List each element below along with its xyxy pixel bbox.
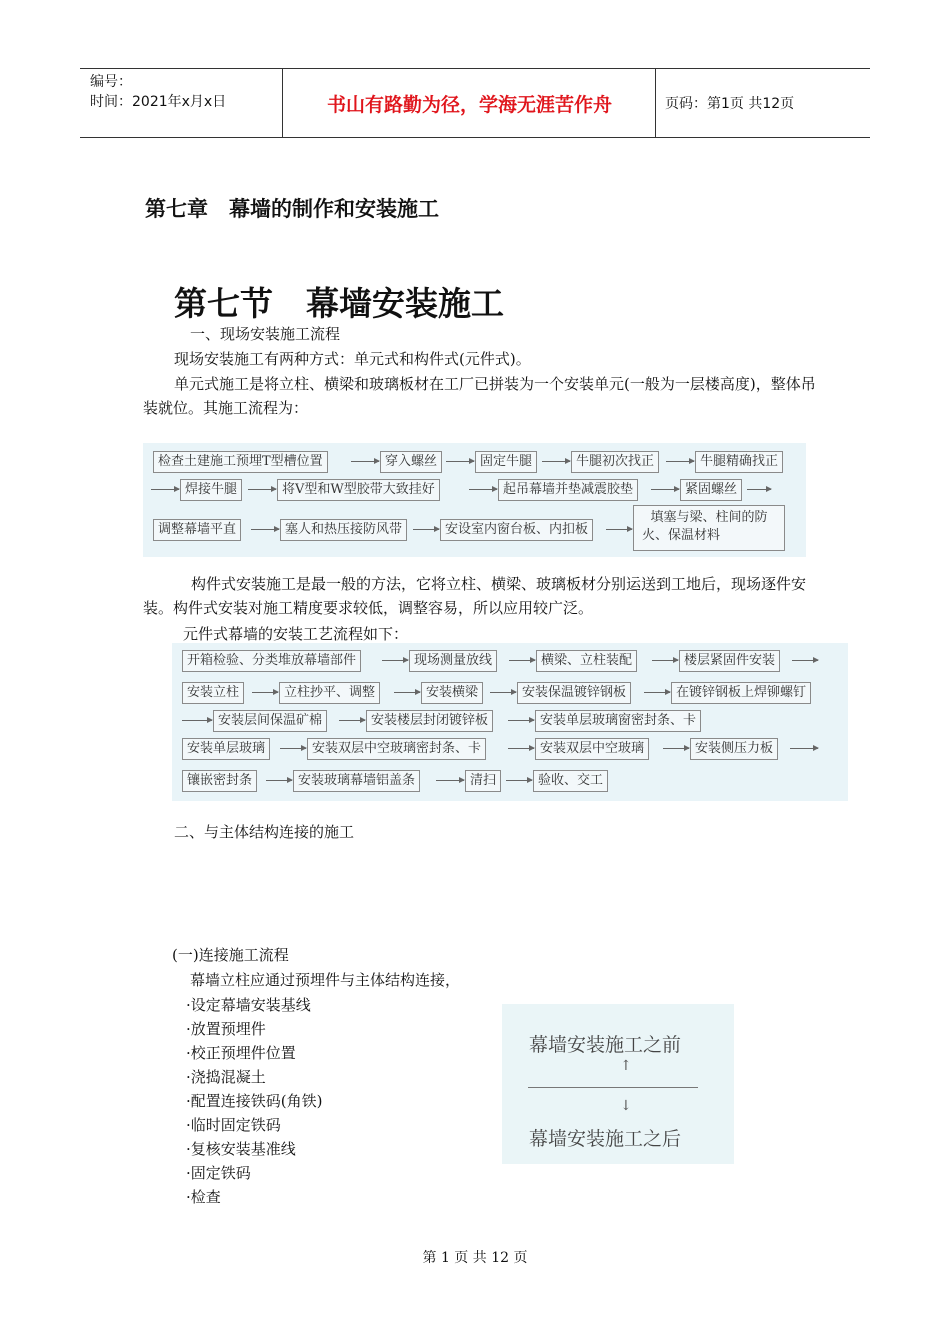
flow-step: 牛腿精确找正 — [695, 451, 783, 473]
flow-step: 清扫 — [465, 770, 501, 792]
arrow-icon — [652, 660, 678, 661]
flow-step: 安装立柱 — [182, 682, 244, 704]
arrow-icon — [508, 748, 534, 749]
arrow-icon — [436, 780, 464, 781]
flow-step: 塞人和热压接防风带 — [280, 519, 407, 541]
arrow-icon — [506, 780, 532, 781]
before-label: 幕墙安装施工之前 — [529, 1034, 682, 1056]
paragraph: 现场安装施工有两种方式：单元式和构件式(元件式)。 — [174, 350, 531, 368]
after-label: 幕墙安装施工之后 — [529, 1128, 682, 1150]
flow-step — [633, 505, 785, 551]
number-label: 编号： — [90, 74, 132, 90]
heading-2: 二、与主体结构连接的施工 — [174, 823, 355, 841]
arrow-icon — [790, 748, 818, 749]
arrow-icon — [446, 461, 474, 462]
before-after-diagram — [502, 1004, 734, 1164]
arrow-icon — [792, 660, 818, 661]
flow-step: 镶嵌密封条 — [182, 770, 257, 792]
flow-step: 安装横梁 — [421, 682, 483, 704]
flow-step: 将V型和W型胶带大致挂好 — [277, 479, 440, 501]
arrow-down-icon: ↓ — [620, 1098, 632, 1114]
step-list — [186, 993, 322, 1209]
arrow-icon — [351, 461, 379, 462]
flow-step: 安装双层中空玻璃密封条、卡 — [307, 738, 486, 760]
paragraph: 构件式安装施工是最一般的方法，它将立柱、横梁、玻璃板材分别运送到工地后，现场逐件安装。构件式安装对施工精度要求较低，调整容易，所以应用较广泛。 — [143, 575, 807, 617]
list-item: ·复核安装基准线 — [186, 1140, 296, 1158]
flow-step: 安装双层中空玻璃 — [535, 738, 649, 760]
flow-step: 立柱抄平、调整 — [279, 682, 380, 704]
list-item: ·检查 — [186, 1188, 221, 1206]
arrow-icon — [252, 692, 278, 693]
arrow-icon — [666, 461, 694, 462]
unit-flow-chart — [143, 443, 806, 557]
flow-step: 楼层紧固件安装 — [679, 650, 780, 672]
flow-step: 开箱检验、分类堆放幕墙部件 — [182, 650, 361, 672]
chapter-title: 第七章 幕墙的制作和安装施工 — [145, 197, 439, 221]
arrow-icon — [394, 692, 420, 693]
arrow-icon — [651, 489, 679, 490]
list-item: ·固定铁码 — [186, 1164, 251, 1182]
page-header — [80, 68, 870, 138]
flow-step: 安装玻璃幕墙铝盖条 — [293, 770, 420, 792]
list-item: ·放置预埋件 — [186, 1020, 266, 1038]
time-label: 时间：2021年x月x日 — [90, 94, 227, 110]
list-item: ·浇捣混凝土 — [186, 1068, 266, 1086]
flow-step: 验收、交工 — [533, 770, 608, 792]
arrow-icon — [280, 748, 306, 749]
subheading: (一)连接施工流程 — [172, 946, 289, 964]
flow-step: 穿入螺丝 — [380, 451, 442, 473]
flow-step: 安设室内窗台板、内扣板 — [440, 519, 593, 541]
flow-step: 安装单层玻璃 — [182, 738, 270, 760]
list-item: ·校正预埋件位置 — [186, 1044, 296, 1062]
arrow-icon — [509, 660, 535, 661]
flow-step: 起吊幕墙并垫减震胶垫 — [498, 479, 638, 501]
paragraph: 元件式幕墙的安装工艺流程如下： — [183, 625, 409, 643]
divider-line — [528, 1087, 698, 1088]
flow-step: 固定牛腿 — [475, 451, 537, 473]
list-item: ·临时固定铁码 — [186, 1116, 281, 1134]
page-footer: 第 1 页 共 12 页 — [422, 1250, 528, 1266]
flow-step: 牛腿初次找正 — [571, 451, 659, 473]
arrow-up-icon: ↑ — [620, 1058, 632, 1074]
arrow-icon — [151, 489, 179, 490]
flow-step-line: 填塞与梁、柱间的防 — [650, 510, 768, 525]
arrow-icon — [542, 461, 570, 462]
flow-step: 现场测量放线 — [409, 650, 497, 672]
arrow-icon — [251, 529, 279, 530]
arrow-icon — [248, 489, 276, 490]
flow-step: 紧固螺丝 — [680, 479, 742, 501]
page-info: 页码：第1页 共12页 — [665, 96, 795, 112]
arrow-icon — [469, 489, 497, 490]
arrow-icon — [413, 529, 439, 530]
flow-step: 安装层间保温矿棉 — [213, 710, 327, 732]
arrow-icon — [508, 720, 534, 721]
component-flow-chart — [172, 643, 848, 801]
header-meta — [90, 72, 226, 112]
arrow-icon — [663, 748, 689, 749]
arrow-icon — [382, 660, 408, 661]
flow-step: 安装单层玻璃窗密封条、卡 — [535, 710, 701, 732]
header-motto: 书山有路勤为径，学海无涯苦作舟 — [326, 93, 612, 116]
arrow-icon — [644, 692, 670, 693]
flow-step: 焊接牛腿 — [180, 479, 242, 501]
list-item: ·设定幕墙安装基线 — [186, 996, 311, 1014]
arrow-icon — [182, 720, 212, 721]
paragraph: 单元式施工是将立柱、横梁和玻璃板材在工厂已拼装为一个安装单元(一般为一层楼高度)，整体吊装就位。其施工流程为： — [143, 375, 816, 417]
heading-1: 一、现场安装施工流程 — [190, 325, 341, 343]
flow-step: 在镀锌钢板上焊铆螺钉 — [671, 682, 811, 704]
arrow-icon — [747, 489, 771, 490]
flow-step: 安装楼层封闭镀锌板 — [366, 710, 493, 732]
arrow-icon — [339, 720, 365, 721]
flow-step: 调整幕墙平直 — [153, 519, 241, 541]
flow-step: 横梁、立柱装配 — [536, 650, 637, 672]
flow-step: 安装侧压力板 — [690, 738, 778, 760]
arrow-icon — [490, 692, 516, 693]
paragraph: 幕墙立柱应通过预埋件与主体结构连接， — [190, 971, 461, 989]
flow-step: 安装保温镀锌钢板 — [517, 682, 631, 704]
flow-step: 检查土建施工预埋T型槽位置 — [153, 451, 328, 473]
arrow-icon — [266, 780, 292, 781]
list-item: ·配置连接铁码(角铁) — [186, 1092, 323, 1110]
arrow-icon — [606, 529, 632, 530]
flow-step-line: 火、保温材料 — [642, 528, 721, 543]
section-title: 第七节 幕墙安装施工 — [174, 284, 504, 323]
